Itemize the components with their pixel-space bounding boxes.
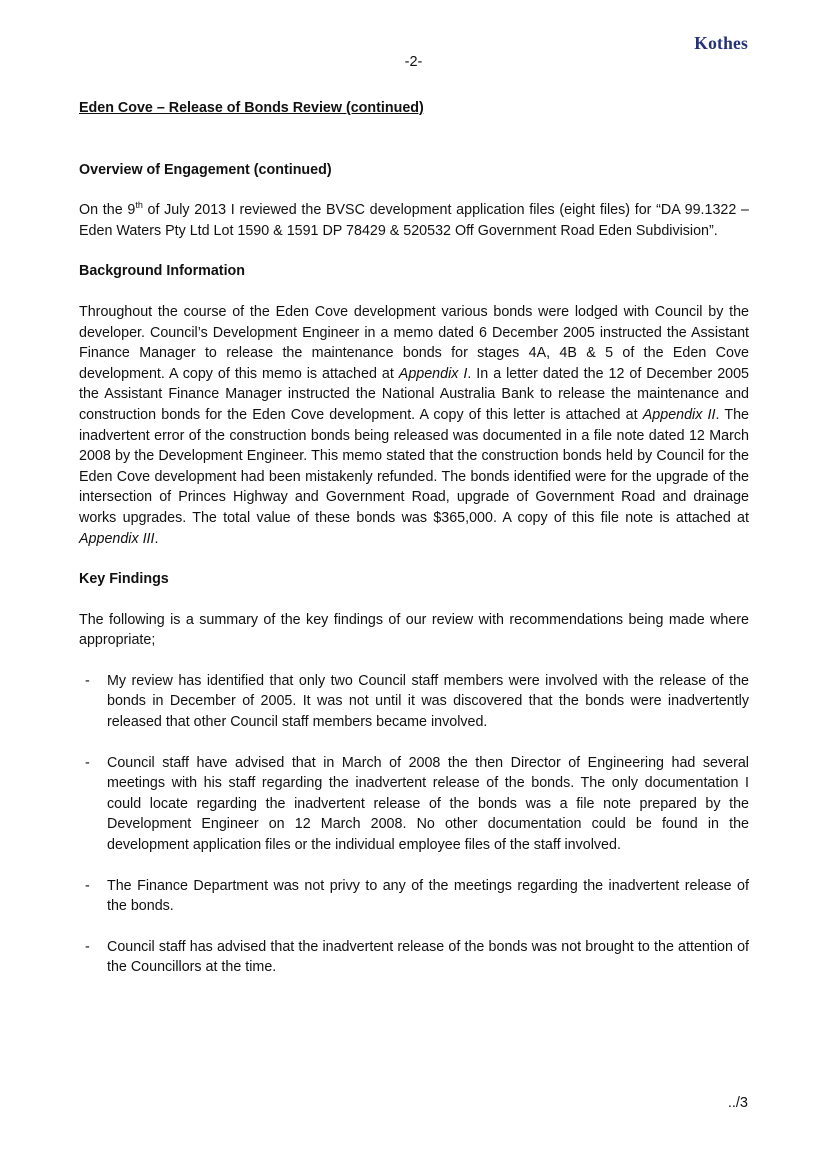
background-text-4: .: [154, 530, 159, 547]
list-item: [79, 937, 749, 978]
appendix-i-ref: Appendix I: [398, 365, 468, 382]
list-item: [79, 753, 749, 856]
continuation-marker: ../3: [727, 1095, 748, 1111]
key-findings-intro: The following is a summary of the key findings of our review with recommendations being made where appropriate;: [79, 611, 749, 649]
page-number: -2-: [404, 54, 423, 70]
overview-text-prefix: On the 9: [79, 202, 136, 219]
bullet-dash: -: [85, 938, 90, 955]
list-item-text: Council staff have advised that in March of 2008 the then Director of Engineering had several meetings with his staff regarding the inadvertent release of the bonds. The only documentation I could locate regarding the inadvertent release of the bonds was a file note prepared by the Development Engineer on 12 March 2008. No other documentation could be found in the development application files or the individual employee files of the staff involved.: [107, 754, 749, 854]
list-item-text: My review has identified that only two Council staff members were involved with the release of the bonds in December of 2005. It was not until it was discovered that the bonds were inadvertently released that other Council staff members became involved.: [107, 672, 749, 731]
key-findings-list: [79, 671, 749, 978]
list-item-text: Council staff has advised that the inadvertent release of the bonds was not brought to the attention of the Councillors at the time.: [107, 938, 749, 976]
bullet-dash: -: [85, 672, 90, 689]
bullet-dash: -: [85, 754, 90, 771]
overview-superscript: th: [135, 200, 143, 211]
background-text-3: . The inadvertent error of the construction bonds being released was documented in a file note dated 12 March 2008 by the Development Engineer. This memo stated that the construction bonds held by Council for the Eden Cove development had been mistakenly refunded. The bonds identified were for the upgrade of the intersection of Princes Highway and Government Road, upgrade of Government Road and drainage works upgrades. The total value of these bonds was $365,000. A copy of this file note is attached at: [79, 406, 749, 526]
document-title: Eden Cove – Release of Bonds Review (continued): [79, 100, 424, 116]
overview-heading: Overview of Engagement (continued): [79, 161, 332, 178]
background-paragraph: [79, 302, 749, 549]
overview-paragraph: [79, 200, 749, 241]
appendix-iii-ref: Appendix III: [79, 530, 155, 547]
document-body: [79, 98, 749, 998]
appendix-ii-ref: Appendix II: [642, 406, 716, 423]
brand-logo-text: Kothes: [694, 33, 748, 53]
background-text-1: Throughout the course of the Eden Cove development various bonds were lodged with Council by the developer. Council’s Development Engineer in a memo dated 6 December 2005 instructed the Assistant Finance Manager to release the maintenance bonds for stages 4A, 4B & 5 of the Eden Cove development. A copy of this memo is attached at: [79, 303, 749, 382]
key-findings-heading: Key Findings: [79, 571, 169, 588]
list-item-text: The Finance Department was not privy to any of the meetings regarding the inadvertent release of the bonds.: [107, 877, 749, 915]
background-text-2: . In a letter dated the 12 of December 2005 the Assistant Finance Manager instructed the National Australia Bank to release the maintenance and construction bonds for the Eden Cove development. A copy of this letter is attached at: [79, 365, 750, 423]
background-heading: Background Information: [79, 263, 246, 280]
overview-text-suffix: of July 2013 I reviewed the BVSC development application files (eight files) for “DA 99.1322 – Eden Waters Pty Ltd Lot 1590 & 1591 DP 78429 & 520532 Off Government Road Eden Subdivision”.: [79, 202, 749, 239]
bullet-dash: -: [85, 877, 90, 894]
list-item: [79, 876, 749, 917]
list-item: [79, 671, 749, 733]
